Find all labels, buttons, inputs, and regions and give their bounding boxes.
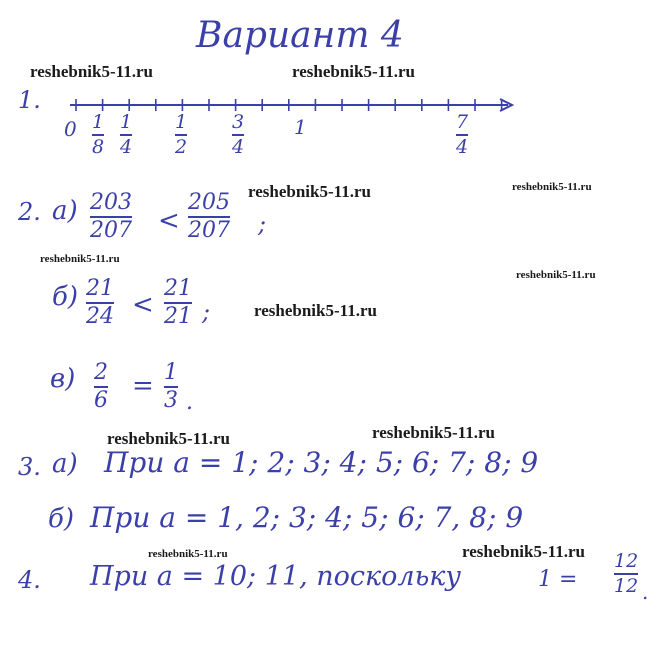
task3b-text: При a = 1, 2; 3; 4; 5; 6; 7, 8; 9 bbox=[90, 501, 524, 534]
watermark: reshebnik5-11.ru bbox=[40, 253, 120, 265]
watermark: reshebnik5-11.ru bbox=[148, 548, 228, 560]
axis-fraction-label: 1 8 bbox=[92, 111, 105, 158]
task2b-sign: < bbox=[132, 290, 154, 320]
task2b-right-fraction: 21 21 bbox=[164, 276, 192, 329]
task2a-label: а) bbox=[52, 196, 78, 226]
task2b-end: ; bbox=[202, 298, 211, 326]
watermark: reshebnik5-11.ru bbox=[462, 542, 585, 561]
task3a-text: При a = 1; 2; 3; 4; 5; 6; 7; 8; 9 bbox=[104, 446, 539, 479]
task3-number: 3. bbox=[18, 453, 41, 481]
task3b-label: б) bbox=[48, 504, 75, 534]
axis-fraction-label: 1 2 bbox=[175, 111, 188, 158]
watermark: reshebnik5-11.ru bbox=[372, 423, 495, 442]
task2-number: 2. bbox=[18, 198, 41, 226]
watermark: reshebnik5-11.ru bbox=[107, 429, 230, 448]
task4-number: 4. bbox=[18, 566, 41, 594]
task2c-sign: = bbox=[132, 371, 154, 401]
task1-number: 1. bbox=[18, 86, 41, 114]
task2c-left-fraction: 2 6 bbox=[94, 360, 108, 413]
watermark: reshebnik5-11.ru bbox=[254, 301, 377, 320]
task3a-label: а) bbox=[52, 449, 78, 479]
task2c-label: в) bbox=[50, 364, 76, 394]
task2a-end: ; bbox=[258, 210, 267, 238]
axis-fraction-label: 3 4 bbox=[232, 111, 245, 158]
task2c-end: . bbox=[186, 390, 193, 415]
task4-equation: 1 = bbox=[538, 567, 578, 592]
task2b-left-fraction: 21 24 bbox=[86, 276, 114, 329]
task4-end: . bbox=[642, 580, 649, 604]
task2b-label: б) bbox=[52, 282, 79, 312]
watermark: reshebnik5-11.ru bbox=[30, 62, 153, 81]
axis-fraction-label: 1 4 bbox=[120, 111, 133, 158]
page-title: Вариант 4 bbox=[196, 15, 404, 56]
axis-zero-label: 0 bbox=[64, 117, 77, 141]
task2c-right-fraction: 1 3 bbox=[164, 360, 178, 413]
task4-text: При a = 10; 11, поскольку bbox=[90, 561, 462, 592]
watermark: reshebnik5-11.ru bbox=[512, 181, 592, 193]
watermark: reshebnik5-11.ru bbox=[248, 182, 371, 201]
axis-fraction-label: 7 4 bbox=[456, 111, 469, 158]
task2a-left-fraction: 203 207 bbox=[90, 190, 132, 243]
task2a-sign: < bbox=[158, 206, 180, 236]
watermark: reshebnik5-11.ru bbox=[516, 269, 596, 281]
task4-fraction: 12 12 bbox=[614, 550, 639, 597]
task2a-right-fraction: 205 207 bbox=[188, 190, 230, 243]
axis-one-label: 1 bbox=[294, 115, 307, 139]
watermark: reshebnik5-11.ru bbox=[292, 62, 415, 81]
